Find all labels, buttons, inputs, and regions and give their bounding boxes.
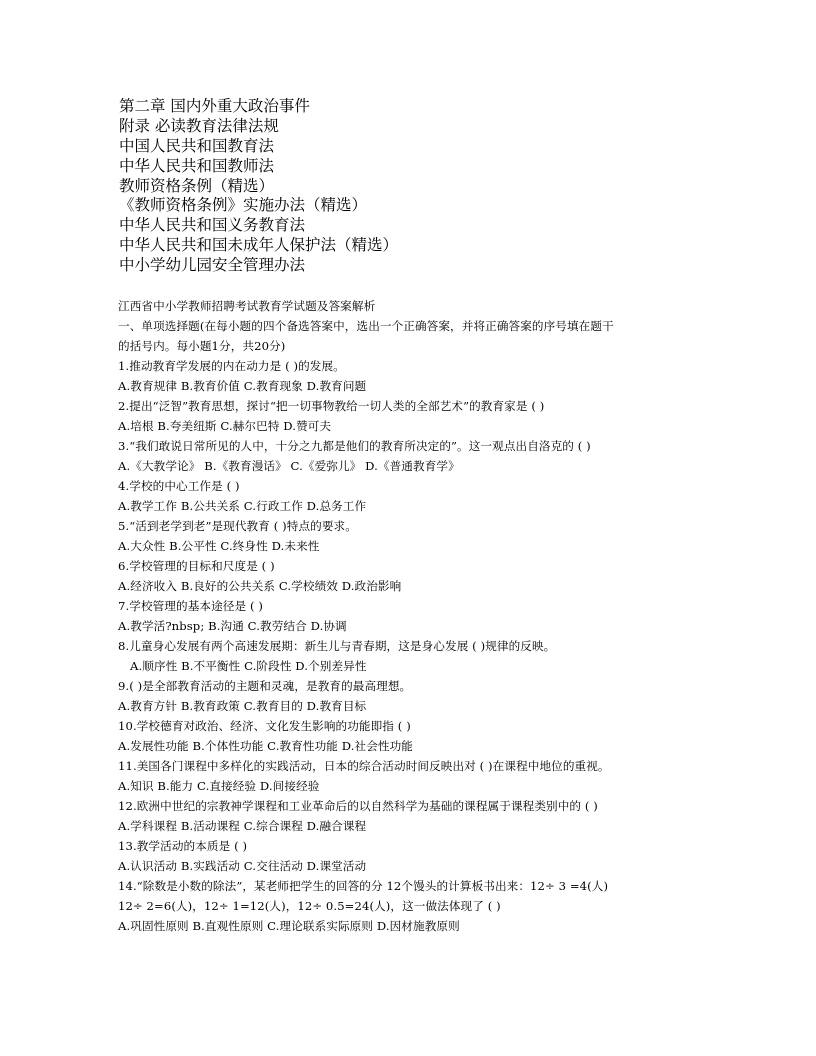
section-instructions: 一、单项选择题(在每小题的四个备选答案中，选出一个正确答案，并将正确答案的序号填在题干 [118,319,614,333]
answer-options: A.知识 B.能力 C.直接经验 D.间接经验 [118,779,320,793]
answer-options: A.教育规律 B.教育价值 C.教育现象 D.教育问题 [118,379,367,393]
exam-title: 江西省中小学教师招聘考试教育学试题及答案解析 [118,299,376,313]
question-line: 3.“我们敢说日常所见的人中，十分之九都是他们的教育所决定的”。这一观点出自洛克的 ( ) [118,439,591,453]
answer-options: A.教学工作 B.公共关系 C.行政工作 D.总务工作 [118,499,367,513]
answer-options: A.学科课程 B.活动课程 C.综合课程 D.融合课程 [118,819,367,833]
toc-line: 中华人民共和国义务教育法 [119,216,306,235]
question-line: 13.教学活动的本质是 ( ) [118,839,248,853]
answer-options: A.顺序性 B.不平衡性 C.阶段性 D.个别差异性 [130,659,367,673]
answer-options: A.大众性 B.公平性 C.终身性 D.未来性 [118,539,320,553]
question-line: 14.“除数是小数的除法”，某老师把学生的回答的分 12个馒头的计算板书出来：12÷ 3 =4(人) [118,879,609,893]
toc-line: 附录 必读教育法律法规 [119,116,279,135]
question-line: 10.学校德育对政治、经济、文化发生影响的功能即指 ( ) [118,719,411,733]
toc-line: 中小学幼儿园安全管理办法 [119,256,306,275]
question-line: 4.学校的中心工作是 ( ) [118,479,240,493]
question-line: 11.美国各门课程中多样化的实践活动，日本的综合活动时间反映出对 ( )在课程中地位的重视。 [118,759,610,773]
toc-line: 中华人民共和国教师法 [119,156,275,175]
answer-options: A.巩固性原则 B.直观性原则 C.理论联系实际原则 D.因材施教原则 [118,919,460,933]
answer-options: A.培根 B.夸美纽斯 C.赫尔巴特 D.赞可夫 [118,419,332,433]
toc-line: 第二章 国内外重大政治事件 [119,97,310,115]
table-of-contents [119,97,719,276]
question-line: 6.学校管理的目标和尺度是 ( ) [118,559,275,573]
answer-options: A.教学活?nbsp; B.沟通 C.教劳结合 D.协调 [118,619,347,633]
exam-content [118,296,698,936]
answer-options: A.发展性功能 B.个体性功能 C.教育性功能 D.社会性功能 [118,739,414,753]
question-line-continued: 12÷ 2=6(人)，12÷ 1=12(人)，12÷ 0.5=24(人)，这一做法体现了 ( ) [118,899,501,913]
question-line: 12.欧洲中世纪的宗教神学课程和工业革命后的以自然科学为基础的课程属于课程类别中的 ( ) [118,799,598,813]
question-line: 2.提出“泛智”教育思想，探讨“把一切事物教给一切人类的全部艺术”的教育家是 ( ) [118,399,545,413]
toc-line: 《教师资格条例》实施办法（精选） [119,196,368,215]
question-line: 9.( )是全部教育活动的主题和灵魂，是教育的最高理想。 [118,679,412,693]
question-line: 8.儿童身心发展有两个高速发展期：新生儿与青春期，这是身心发展 ( )规律的反映。 [118,639,556,653]
toc-line: 中国人民共和国教育法 [119,136,275,155]
answer-options: A.认识活动 B.实践活动 C.交往活动 D.课堂活动 [118,859,367,873]
question-line: 1.推动教育学发展的内在动力是 ( )的发展。 [118,359,345,373]
toc-line: 教师资格条例（精选） [119,176,275,195]
answer-options: A.《大教学论》 B.《教育漫话》 C.《爱弥儿》 D.《普通教育学》 [118,459,460,473]
answer-options: A.经济收入 B.良好的公共关系 C.学校绩效 D.政治影响 [118,579,402,593]
section-instructions-continued: 的括号内。每小题1分，共20分) [118,339,286,353]
toc-line: 中华人民共和国未成年人保护法（精选） [119,236,399,255]
answer-options: A.教育方针 B.教育政策 C.教育目的 D.教育目标 [118,699,367,713]
question-line: 7.学校管理的基本途径是 ( ) [118,599,264,613]
question-line: 5.“活到老学到老”是现代教育 ( )特点的要求。 [118,519,357,533]
